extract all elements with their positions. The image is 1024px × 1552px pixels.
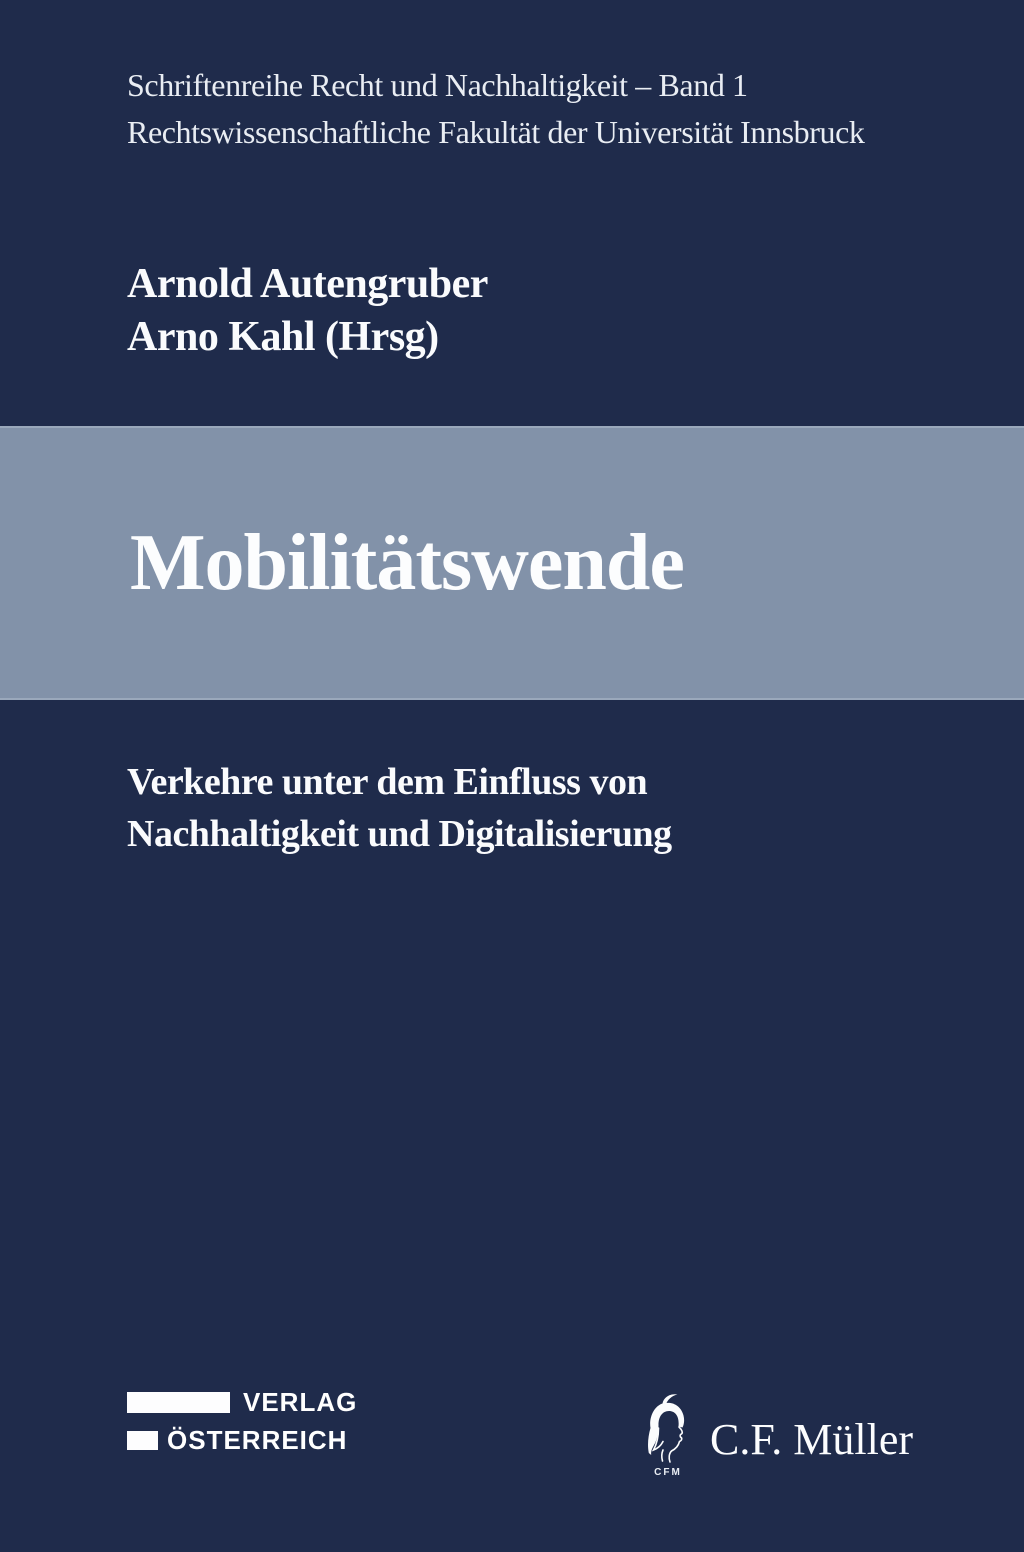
verlag-oesterreich-logo bbox=[127, 1387, 358, 1455]
verlag-logo-text-oesterreich: ÖSTERREICH bbox=[167, 1425, 348, 1455]
subtitle-line-2: Nachhaltigkeit und Digitalisierung bbox=[127, 813, 672, 855]
subtitle-block bbox=[127, 756, 672, 860]
author-line-2: Arno Kahl (Hrsg) bbox=[127, 314, 439, 360]
verlag-logo-row-1 bbox=[127, 1387, 358, 1417]
series-block bbox=[127, 62, 865, 156]
verlag-logo-row-2 bbox=[127, 1425, 357, 1455]
series-line-2: Rechtswissenschaftliche Fakultät der Universität Innsbruck bbox=[127, 114, 865, 150]
cfm-monogram: CFM bbox=[654, 1467, 682, 1478]
verlag-logo-text-verlag: VERLAG bbox=[243, 1387, 358, 1417]
cf-mueller-logo bbox=[644, 1392, 913, 1478]
authors-block bbox=[127, 258, 488, 364]
cf-mueller-mark bbox=[644, 1392, 692, 1478]
verlag-logo-bar-short bbox=[127, 1431, 158, 1450]
book-title: Mobilitätswende bbox=[130, 519, 684, 607]
verlag-logo-bar-long bbox=[127, 1392, 230, 1413]
cf-mueller-name: C.F. Müller bbox=[710, 1415, 914, 1464]
title-band bbox=[0, 426, 1024, 700]
subtitle-line-1: Verkehre unter dem Einfluss von bbox=[127, 761, 648, 803]
series-line-1: Schriftenreihe Recht und Nachhaltigkeit – Band 1 bbox=[127, 67, 748, 103]
athena-helmet-icon bbox=[646, 1392, 690, 1464]
author-line-1: Arnold Autengruber bbox=[127, 261, 488, 307]
